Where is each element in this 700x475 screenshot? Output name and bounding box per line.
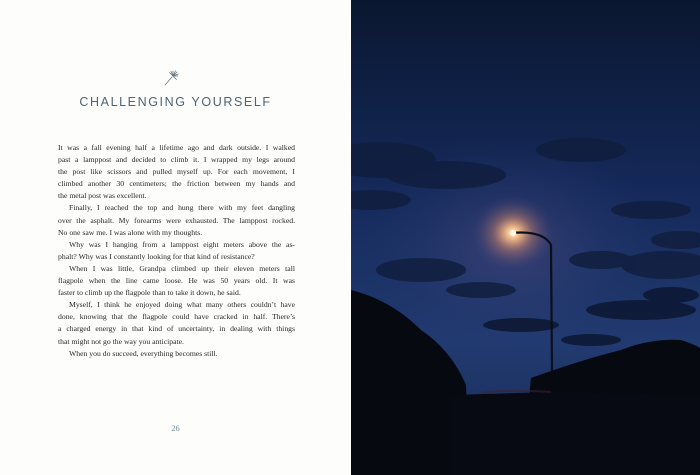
body-line: phalt? Why was I constantly looking for that kind of resistance? [58, 251, 255, 261]
right-page-photo [351, 0, 700, 475]
body-line: When I was little, Grandpa climbed up their eleven meters tall [69, 263, 295, 273]
body-line: over the asphalt. My forearms were exhausted. The lamppost rocked. [58, 215, 295, 225]
body-line: the post like scissors and pulled myself up. For each movement, I [58, 167, 295, 177]
streetlamp-photo [351, 0, 700, 475]
body-line: No one saw me. I was alone with my thoughts. [58, 227, 203, 237]
chapter-title: CHALLENGING YOURSELF [79, 95, 272, 109]
body-line: When you do succeed, everything becomes still. [69, 348, 218, 358]
body-line: faster to climb up the flagpole than to take it down, he said. [58, 288, 241, 298]
body-line: Finally, I reached the top and hung there with my feet dangling [69, 203, 295, 213]
body-line: that might not go the way you anticipate. [58, 336, 184, 346]
body-text [58, 142, 295, 360]
body-line: a charged energy in that kind of uncertainty, in dealing with things [58, 324, 295, 334]
body-line: the metal post was excellent. [58, 191, 147, 201]
body-line: Myself, I think he enjoyed doing what many others couldn’t have [69, 300, 295, 310]
body-line: climbed another 30 centimeters; the friction between my hands and [58, 179, 295, 189]
sparkler-icon [162, 69, 180, 87]
body-line: flagpole when the line came loose. He was 50 years old. It was [58, 276, 295, 286]
page-number: 26 [171, 423, 180, 433]
body-line: past a lamppost and decided to climb it. I wrapped my legs around [58, 155, 295, 165]
body-line: Why was I hanging from a lamppost eight meters above the as- [69, 239, 295, 249]
body-line: It was a fall evening half a lifetime ago and dark outside. I walked [58, 143, 295, 152]
body-line: done, knowing that the flagpole could have cracked in half. There’s [58, 312, 295, 322]
